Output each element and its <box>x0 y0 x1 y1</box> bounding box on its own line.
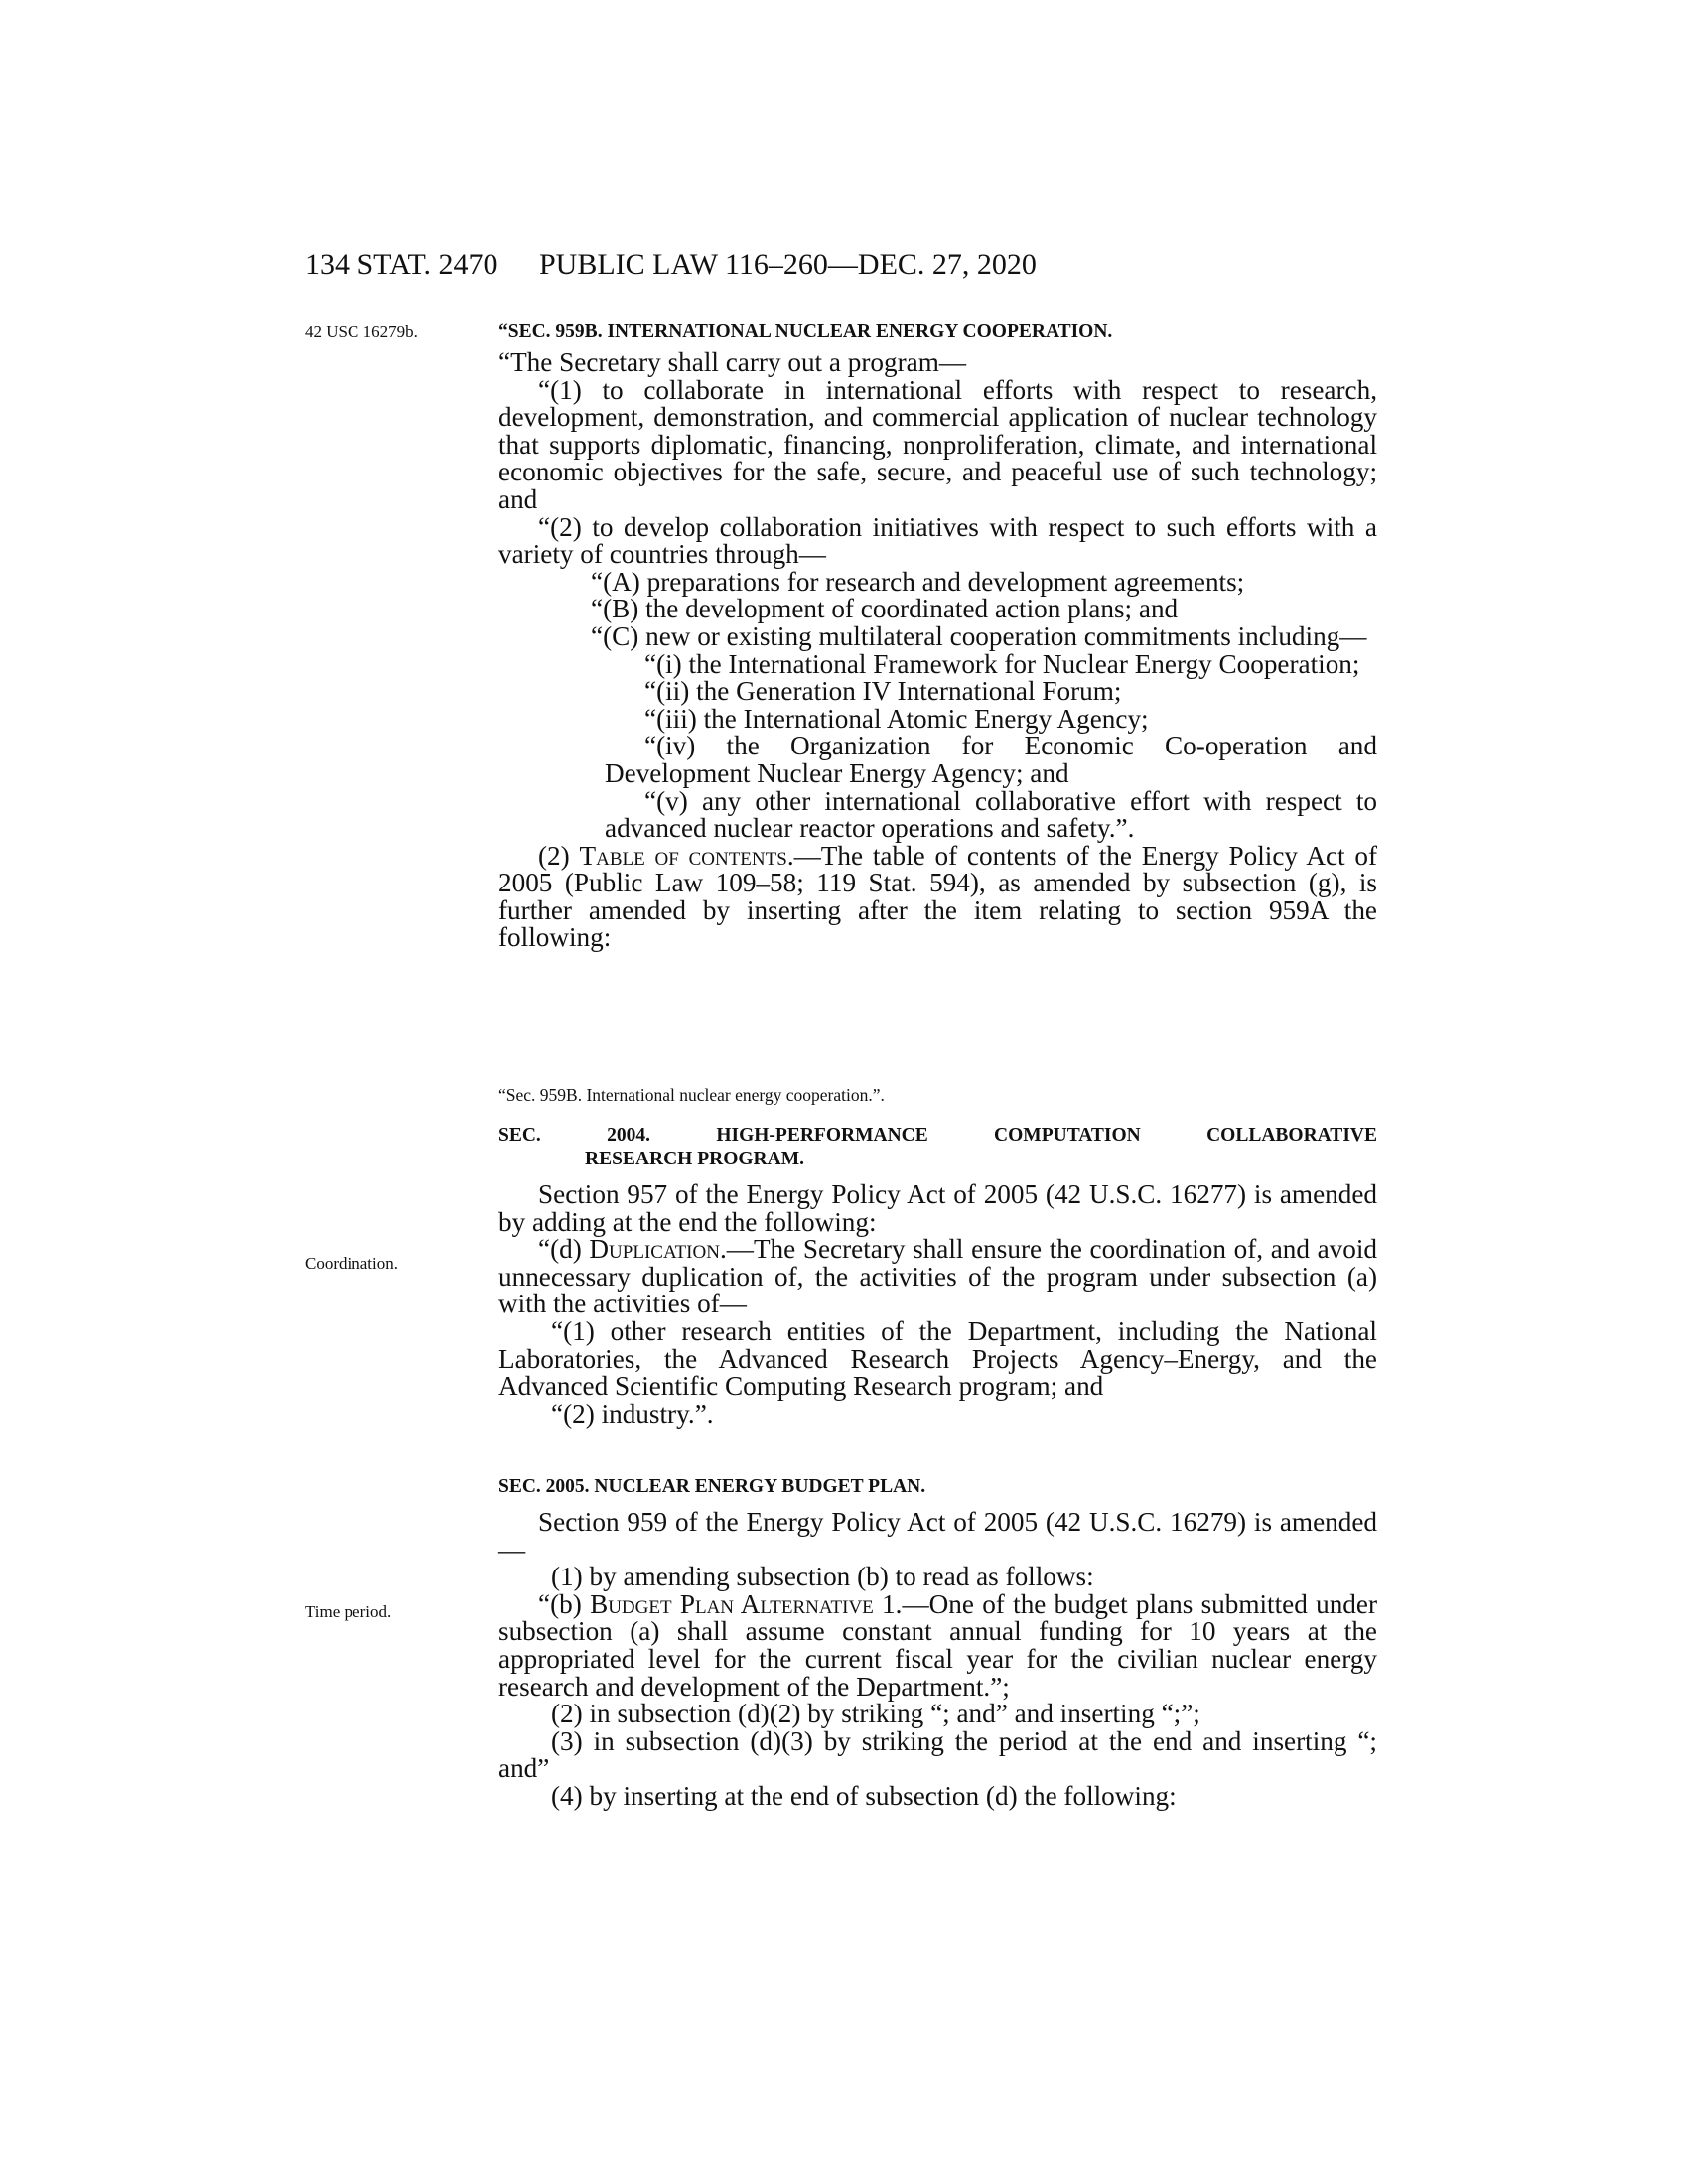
clause-ii: “(ii) the Generation IV International Forum; <box>644 676 1122 707</box>
paragraph-1: “(1) to collaborate in international efforts with respect to research, development, demonstration, and commercial application of nuclear technology that supports diplomatic, financing, nonproliferation, climate, and international economic objectives for the safe, secure, and peaceful use of such technology; and <box>498 374 1377 514</box>
table-of-contents-label: Table of contents <box>579 840 787 871</box>
section-2004-paragraph-2: “(2) industry.”. <box>551 1398 714 1429</box>
margin-note-time-period: Time period. <box>305 1602 392 1621</box>
table-of-contents-paragraph: (2) Table of contents.—The table of contents of the Energy Policy Act of 2005 (Public Law 109–58; 119 Stat. 594), as amended by subsection (g), is further amended by inserting after the item relating to section 959A the following: <box>498 840 1378 953</box>
toc-inserted-item: “Sec. 959B. International nuclear energy cooperation.”. <box>498 1085 885 1105</box>
section-959b-body <box>498 349 1377 952</box>
section-2005-body <box>498 1509 1377 1811</box>
section-2005-paragraph-1: (1) by amending subsection (b) to read as follows: <box>551 1562 1094 1592</box>
clause-v: “(v) any other international collaborative effort with respect to advanced nuclear reactor operations and safety.”. <box>605 785 1377 844</box>
section-2005-paragraph-4: (4) by inserting at the end of subsection (d) the following: <box>551 1780 1177 1811</box>
margin-note-coordination: Coordination. <box>305 1254 398 1273</box>
law-reference: PUBLIC LAW 116–260—DEC. 27, 2020 <box>539 248 1037 281</box>
paragraph-2: “(2) to develop collaboration initiatives with respect to such efforts with a variety of countries through— <box>498 511 1377 570</box>
paragraph-intro: “The Secretary shall carry out a program— <box>498 347 967 377</box>
section-2004-heading <box>498 1124 1377 1171</box>
subsection-d-duplication: “(d) Duplication.—The Secretary shall ensure the coordination of, and avoid unnecessary duplication of, the activities of the program under subsection (a) with the activities of— <box>498 1234 1377 1319</box>
section-959b-heading: “SEC. 959B. INTERNATIONAL NUCLEAR ENERGY COOPERATION. <box>498 321 1113 341</box>
subparagraph-b: “(B) the development of coordinated action plans; and <box>591 594 1179 624</box>
subsection-b-budget-plan: “(b) Budget Plan Alternative 1.—One of the budget plans submitted under subsection (a) shall assume constant annual funding for 10 years at the appropriated level for the current fiscal year for the civilian nuclear energy research and development of the Department.”; <box>498 1588 1377 1702</box>
section-2005-heading: SEC. 2005. NUCLEAR ENERGY BUDGET PLAN. <box>498 1476 926 1497</box>
section-2004-intro: Section 957 of the Energy Policy Act of 2005 (42 U.S.C. 16277) is amended by adding at the end the following: <box>498 1179 1377 1237</box>
clause-i: “(i) the International Framework for Nuclear Energy Cooperation; <box>644 648 1360 679</box>
section-2004-paragraph-1: “(1) other research entities of the Department, including the National Laboratories, the Advanced Research Projects Agency–Energy, and the Advanced Scientific Computing Research program; and <box>498 1315 1377 1402</box>
clause-iii: “(iii) the International Atomic Energy Agency; <box>644 703 1149 734</box>
subparagraph-c: “(C) new or existing multilateral cooperation commitments including— <box>591 620 1367 651</box>
section-2005-paragraph-3: (3) in subsection (d)(3) by striking the period at the end and inserting “; and” <box>498 1725 1377 1784</box>
clause-iv: “(iv) the Organization for Economic Co-operation and Development Nuclear Energy Agency; and <box>605 731 1377 788</box>
stat-reference: 134 STAT. 2470 <box>305 248 498 281</box>
section-2004-heading-line1: SEC. 2004. HIGH-PERFORMANCE COMPUTATION COLLABORATIVE <box>498 1125 1377 1146</box>
duplication-label: Duplication <box>589 1234 720 1265</box>
section-2004-heading-line2: RESEARCH PROGRAM. <box>585 1149 805 1169</box>
section-2005-intro: Section 959 of the Energy Policy Act of 2005 (42 U.S.C. 16279) is amended— <box>498 1507 1377 1565</box>
section-2004-body <box>498 1181 1377 1428</box>
margin-note-usc: 42 USC 16279b. <box>305 322 418 341</box>
page-header <box>0 248 1688 288</box>
budget-plan-label: Budget Plan Alternative 1 <box>590 1588 896 1619</box>
section-2005-paragraph-2: (2) in subsection (d)(2) by striking “; and” and inserting “;”; <box>551 1699 1200 1729</box>
subparagraph-a: “(A) preparations for research and development agreements; <box>591 566 1245 597</box>
